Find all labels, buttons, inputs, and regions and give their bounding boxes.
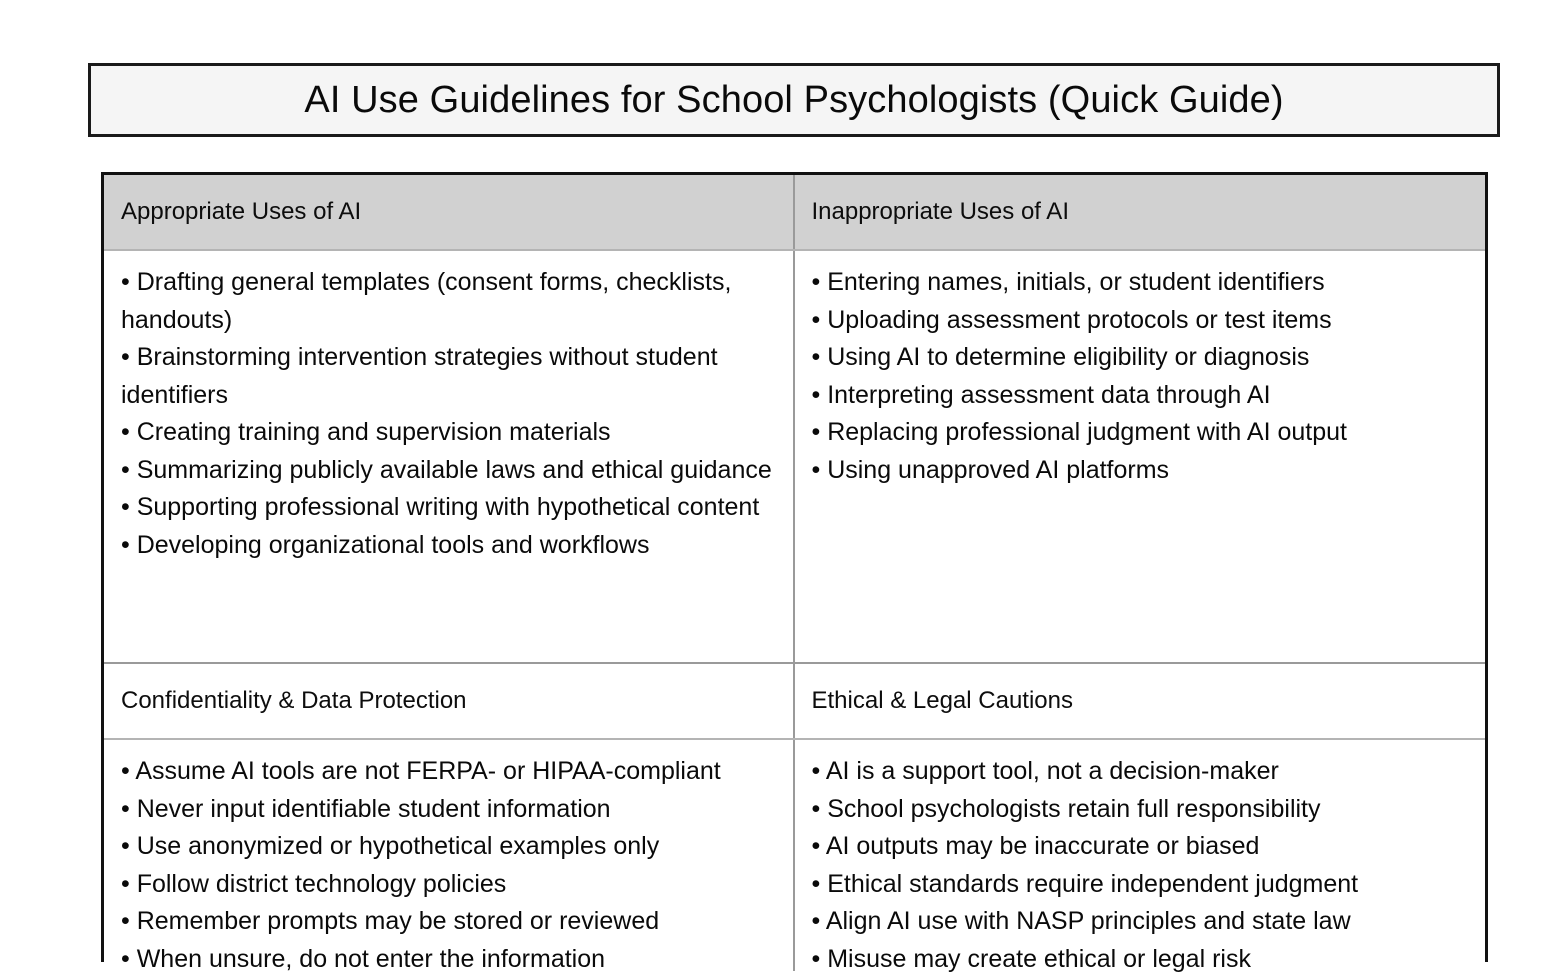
list-item: • Follow district technology policies <box>121 866 781 904</box>
table-body-row-1 <box>104 249 1485 662</box>
body-cell-appropriate-uses <box>104 251 795 662</box>
column-header-label: Ethical & Legal Cautions <box>795 686 1074 716</box>
list-item: • Never input identifiable student information <box>121 791 781 829</box>
list-item: • Drafting general templates (consent forms, checklists, handouts) <box>121 264 781 339</box>
body-cell-inappropriate-uses <box>795 251 1486 662</box>
list-item: • Supporting professional writing with hypothetical content <box>121 489 781 527</box>
list-item: • Remember prompts may be stored or reviewed <box>121 903 781 941</box>
list-item: • Entering names, initials, or student identifiers <box>812 264 1474 302</box>
list-item: • Summarizing publicly available laws and ethical guidance <box>121 452 781 490</box>
bullet-list <box>121 753 781 978</box>
column-header-label: Inappropriate Uses of AI <box>795 197 1069 227</box>
list-item: • AI outputs may be inaccurate or biased <box>812 828 1474 866</box>
body-cell-ethical-legal <box>795 740 1486 971</box>
list-item: • Align AI use with NASP principles and state law <box>812 903 1474 941</box>
header-cell-appropriate-uses <box>104 175 795 249</box>
list-item: • Use anonymized or hypothetical examples only <box>121 828 781 866</box>
list-item: • Interpreting assessment data through AI <box>812 377 1474 415</box>
list-item: • When unsure, do not enter the information <box>121 941 781 978</box>
list-item: • Misuse may create ethical or legal risk <box>812 941 1474 978</box>
list-item: • School psychologists retain full responsibility <box>812 791 1474 829</box>
table-header-row-1 <box>104 175 1485 249</box>
header-cell-ethical-legal <box>795 664 1486 738</box>
list-item: • Brainstorming intervention strategies without student identifiers <box>121 339 781 414</box>
title-box <box>88 63 1500 137</box>
list-item: • Using AI to determine eligibility or diagnosis <box>812 339 1474 377</box>
bullet-list <box>812 753 1474 978</box>
header-cell-confidentiality <box>104 664 795 738</box>
list-item: • Developing organizational tools and workflows <box>121 527 781 565</box>
list-item: • Using unapproved AI platforms <box>812 452 1474 490</box>
list-item: • Assume AI tools are not FERPA- or HIPAA-compliant <box>121 753 781 791</box>
list-item: • Ethical standards require independent judgment <box>812 866 1474 904</box>
table-body-row-2 <box>104 738 1485 971</box>
column-header-label: Appropriate Uses of AI <box>104 197 361 227</box>
list-item: • Creating training and supervision materials <box>121 414 781 452</box>
guidelines-table <box>101 172 1488 962</box>
column-header-label: Confidentiality & Data Protection <box>104 686 467 716</box>
list-item: • Replacing professional judgment with AI output <box>812 414 1474 452</box>
page-title: AI Use Guidelines for School Psychologists (Quick Guide) <box>304 78 1283 122</box>
bullet-list <box>812 264 1474 489</box>
body-cell-confidentiality <box>104 740 795 971</box>
bullet-list <box>121 264 781 564</box>
list-item: • AI is a support tool, not a decision-maker <box>812 753 1474 791</box>
header-cell-inappropriate-uses <box>795 175 1486 249</box>
list-item: • Uploading assessment protocols or test items <box>812 302 1474 340</box>
table-header-row-2 <box>104 662 1485 738</box>
